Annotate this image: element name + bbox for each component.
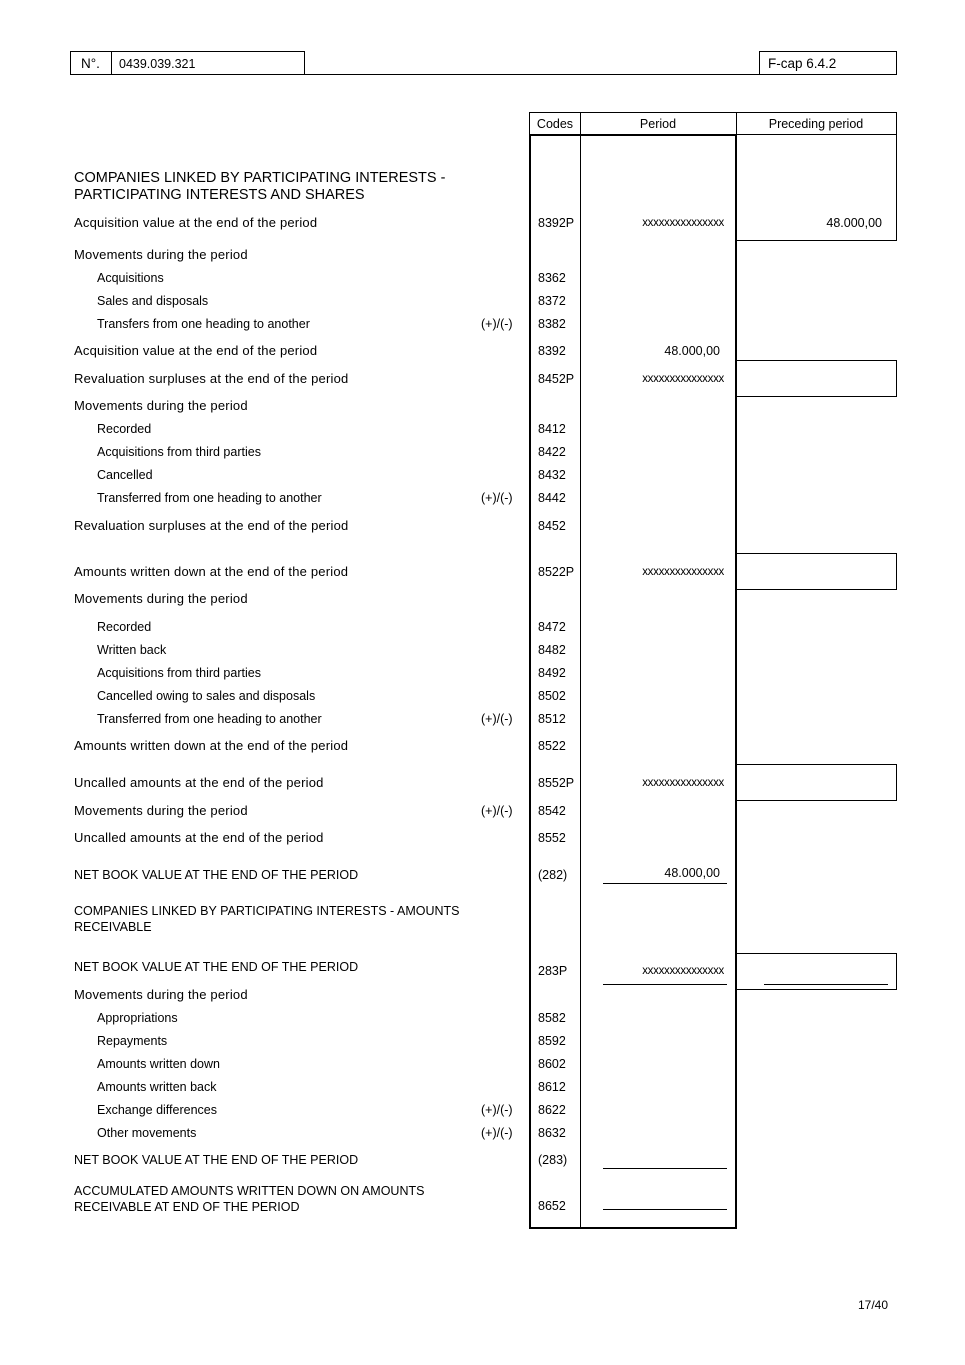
row-label: Movements during the period xyxy=(74,247,248,262)
company-number: 0439.039.321 xyxy=(119,57,196,71)
number-label-box xyxy=(70,51,112,75)
row-code: 8362 xyxy=(538,271,566,285)
row-code: 8542 xyxy=(538,804,566,818)
preceding-underline-283P xyxy=(764,984,888,985)
row-sign: (+)/(-) xyxy=(481,804,513,818)
row-label: NET BOOK VALUE AT THE END OF THE PERIOD xyxy=(74,868,359,882)
row-code: 8492 xyxy=(538,666,566,680)
row-code: 8502 xyxy=(538,689,566,703)
row-label: Transferred from one heading to another xyxy=(97,491,322,505)
row-label: Movements during the period xyxy=(74,398,248,413)
row-label: Uncalled amounts at the end of the period xyxy=(74,830,324,845)
row-label: Acquisitions xyxy=(97,271,164,285)
row-label: Movements during the period xyxy=(74,803,248,818)
row-sign: (+)/(-) xyxy=(481,1103,513,1117)
form-code: F-cap 6.4.2 xyxy=(768,56,837,71)
row-period-value: xxxxxxxxxxxxxxx xyxy=(642,777,724,789)
codes-column-divider xyxy=(580,134,581,1228)
period-underline-282 xyxy=(603,883,727,884)
row-label: Acquisitions from third parties xyxy=(97,445,261,459)
row-period-value: xxxxxxxxxxxxxxx xyxy=(642,566,724,578)
row-sign: (+)/(-) xyxy=(481,1126,513,1140)
section-title-amounts-receivable: COMPANIES LINKED BY PARTICIPATING INTERESTS - AMOUNTS RECEIVABLE xyxy=(74,904,460,934)
row-code: 8582 xyxy=(538,1011,566,1025)
row-label: Amounts written down at the end of the period xyxy=(74,738,349,753)
company-number-box xyxy=(111,51,305,75)
row-label: Revaluation surpluses at the end of the period xyxy=(74,518,349,533)
row-code: 8452P xyxy=(538,372,575,386)
period-underline-283 xyxy=(603,1168,727,1169)
row-code: 8592 xyxy=(538,1034,566,1048)
row-label: Transferred from one heading to another xyxy=(97,712,322,726)
row-code: 8382 xyxy=(538,317,566,331)
row-period-value: 48.000,00 xyxy=(664,344,720,358)
row-period-value: xxxxxxxxxxxxxxx xyxy=(642,217,724,229)
row-code: 8512 xyxy=(538,712,566,726)
row-code: 8392 xyxy=(538,344,566,358)
column-header-period: Period xyxy=(580,112,737,135)
row-label: Transfers from one heading to another xyxy=(97,317,310,331)
row-label: NET BOOK VALUE AT THE END OF THE PERIOD xyxy=(74,960,359,974)
row-sign: (+)/(-) xyxy=(481,712,513,726)
preceding-box-8452P xyxy=(736,360,897,397)
row-label: Cancelled xyxy=(97,468,153,482)
row-label: Acquisitions from third parties xyxy=(97,666,261,680)
row-sign: (+)/(-) xyxy=(481,491,513,505)
row-label: Revaluation surpluses at the end of the period xyxy=(74,371,349,386)
row-code: (283) xyxy=(538,1153,568,1167)
period-underline-283P xyxy=(603,984,727,985)
row-label: ACCUMULATED AMOUNTS WRITTEN DOWN ON AMOUNTS RECEIVABLE AT END OF THE PERIOD xyxy=(74,1184,425,1214)
row-label: Movements during the period xyxy=(74,591,248,606)
row-preceding-value: 48.000,00 xyxy=(826,216,882,230)
row-label: Written back xyxy=(97,643,167,657)
row-sign: (+)/(-) xyxy=(481,317,513,331)
number-label: N°. xyxy=(81,56,100,71)
row-code: 8522P xyxy=(538,565,575,579)
row-period-value: xxxxxxxxxxxxxxx xyxy=(642,373,724,385)
row-label: Exchange differences xyxy=(97,1103,217,1117)
row-code: 8552P xyxy=(538,776,575,790)
row-label: NET BOOK VALUE AT THE END OF THE PERIOD xyxy=(74,1153,359,1167)
row-code: 8552 xyxy=(538,831,566,845)
column-header-preceding: Preceding period xyxy=(736,112,897,135)
row-code: 8452 xyxy=(538,519,566,533)
row-label: Amounts written back xyxy=(97,1080,217,1094)
row-label: Amounts written down xyxy=(97,1057,220,1071)
row-label: Appropriations xyxy=(97,1011,178,1025)
row-code: 8412 xyxy=(538,422,566,436)
row-period-value: xxxxxxxxxxxxxxx xyxy=(642,965,724,977)
row-code: 8632 xyxy=(538,1126,566,1140)
row-label: Acquisition value at the end of the period xyxy=(74,215,318,230)
row-code: 8422 xyxy=(538,445,566,459)
row-label: Recorded xyxy=(97,422,152,436)
row-code: 8482 xyxy=(538,643,566,657)
preceding-box-8552P xyxy=(736,764,897,801)
column-header-codes: Codes xyxy=(529,112,581,135)
preceding-box-8522P xyxy=(736,553,897,590)
row-code: 8432 xyxy=(538,468,566,482)
page-number: 17/40 xyxy=(858,1298,889,1312)
row-code: 8442 xyxy=(538,491,566,505)
row-period-value: 48.000,00 xyxy=(664,866,720,880)
row-code: 8652 xyxy=(538,1199,566,1213)
row-code: 8612 xyxy=(538,1080,566,1094)
row-label: Acquisition value at the end of the period xyxy=(74,343,318,358)
row-code: 8372 xyxy=(538,294,566,308)
period-underline-8652 xyxy=(603,1209,727,1210)
row-label: Repayments xyxy=(97,1034,168,1048)
row-label: Other movements xyxy=(97,1126,197,1140)
row-label: Sales and disposals xyxy=(97,294,209,308)
row-code: 8522 xyxy=(538,739,566,753)
row-label: Uncalled amounts at the end of the period xyxy=(74,775,324,790)
row-code: 8622 xyxy=(538,1103,566,1117)
row-code: 8392P xyxy=(538,216,575,230)
row-label: Recorded xyxy=(97,620,152,634)
row-label: Movements during the period xyxy=(74,987,248,1002)
row-code: 283P xyxy=(538,964,568,978)
section-title-participating-interests: COMPANIES LINKED BY PARTICIPATING INTERESTS - PARTICIPATING INTERESTS AND SHARES xyxy=(74,170,446,203)
row-code: 8602 xyxy=(538,1057,566,1071)
row-label: Amounts written down at the end of the period xyxy=(74,564,349,579)
form-code-box xyxy=(759,51,897,75)
row-code: 8472 xyxy=(538,620,566,634)
row-label: Cancelled owing to sales and disposals xyxy=(97,689,316,703)
row-code: (282) xyxy=(538,868,568,882)
